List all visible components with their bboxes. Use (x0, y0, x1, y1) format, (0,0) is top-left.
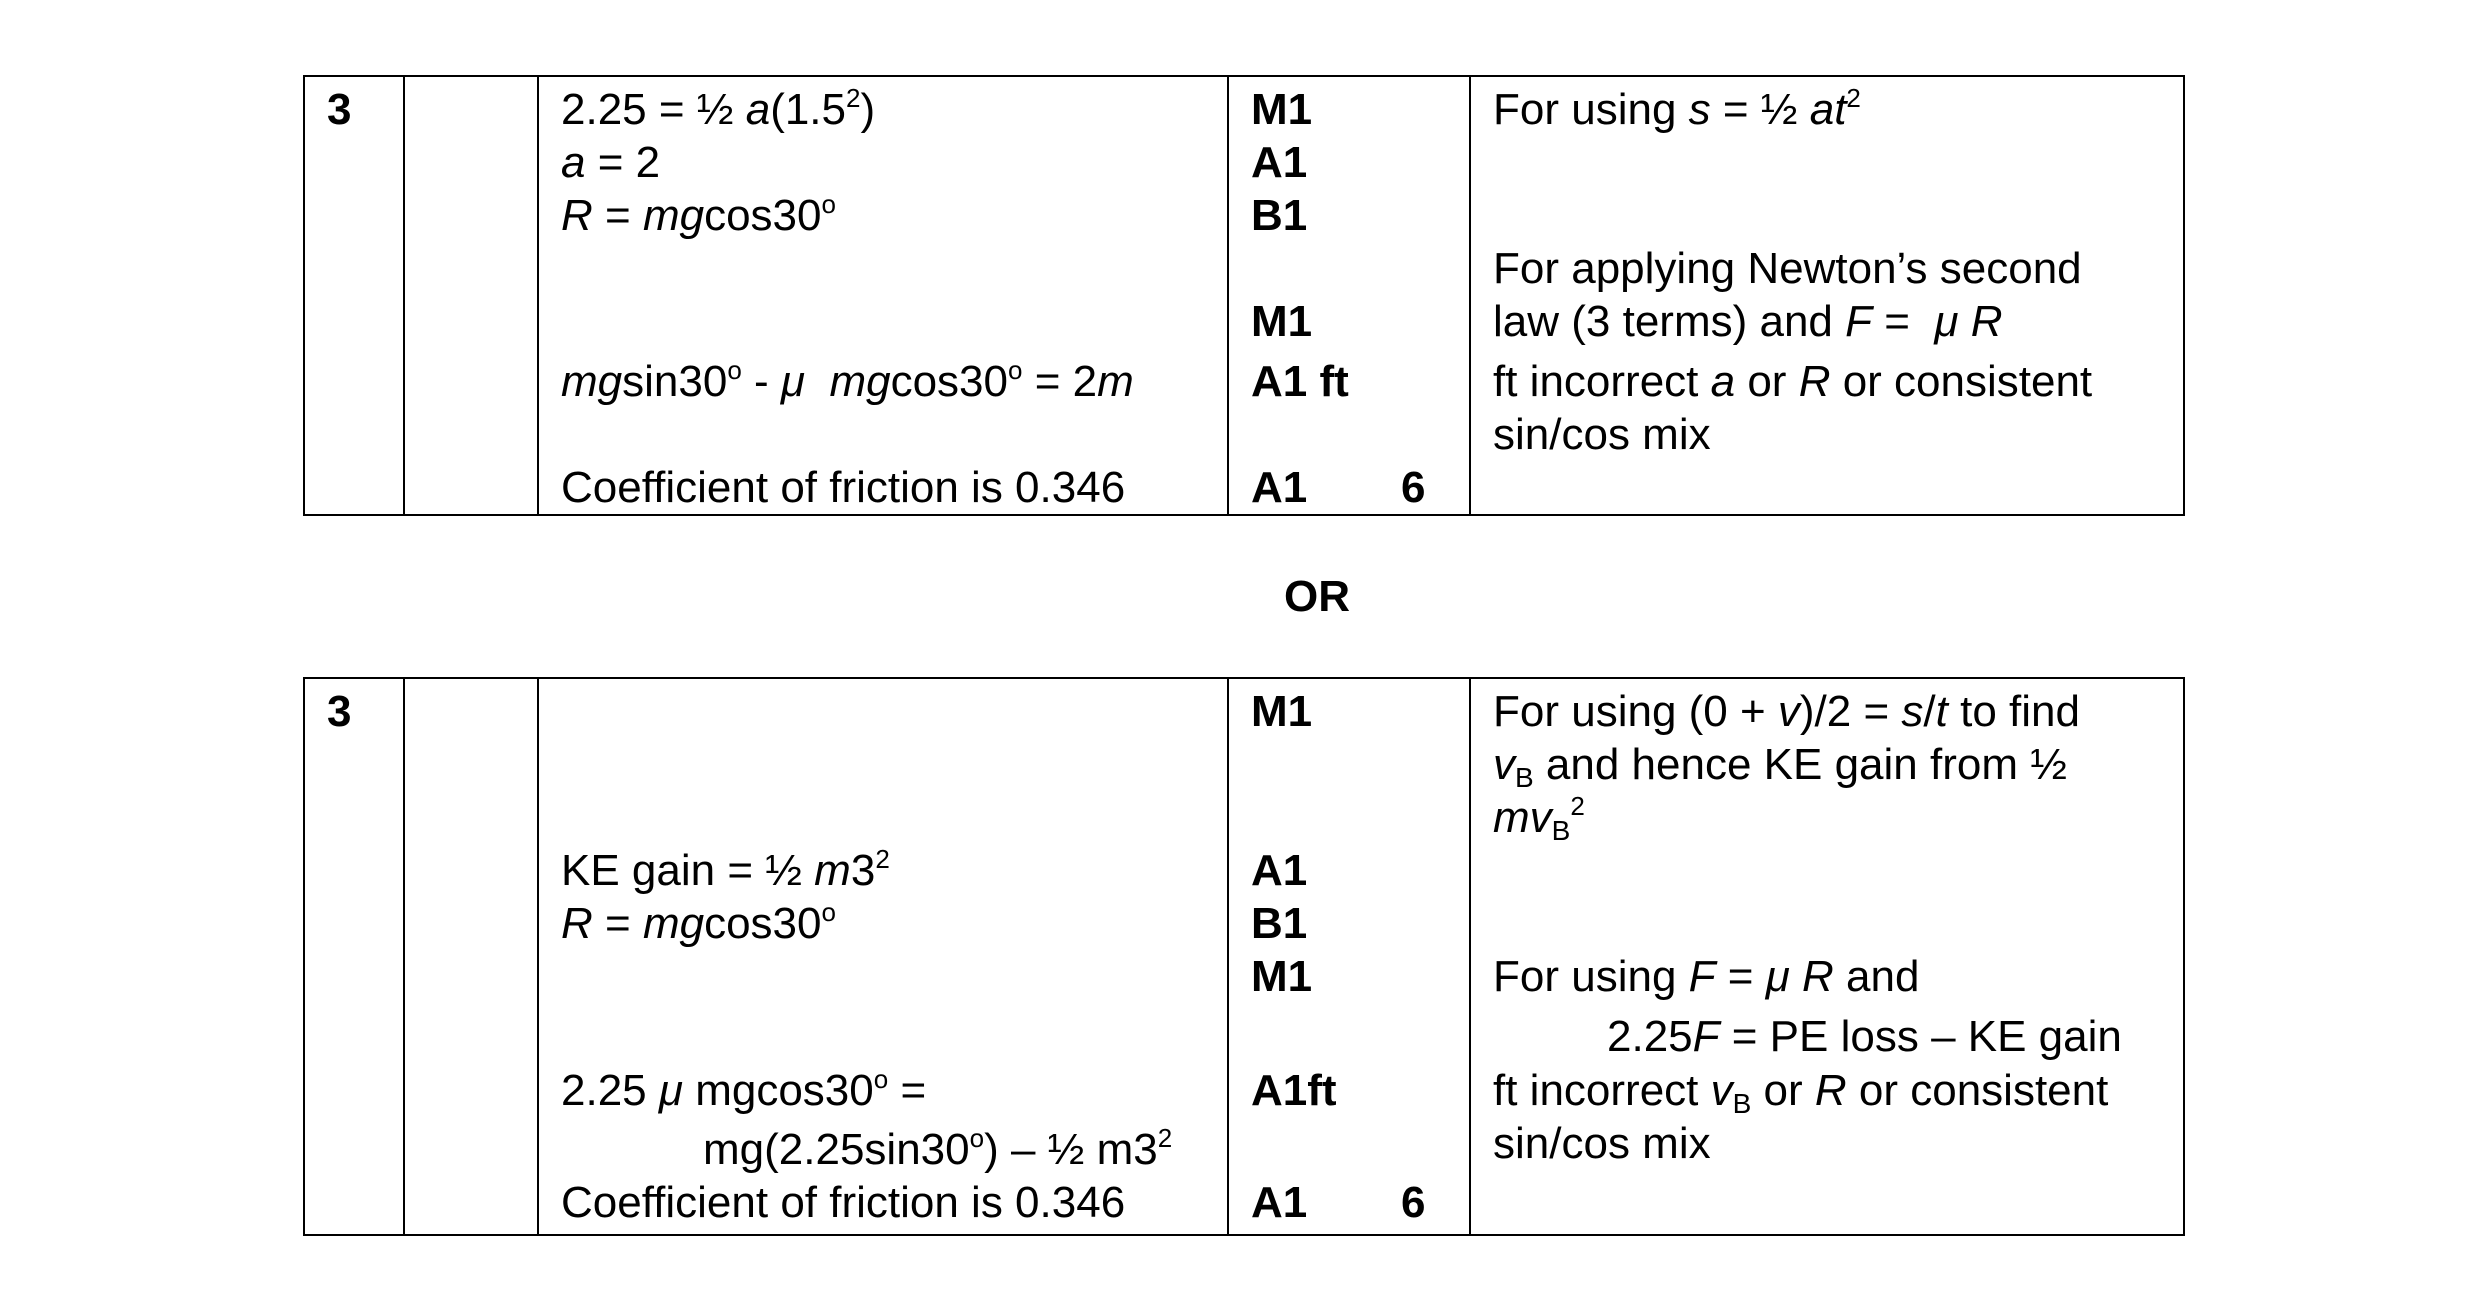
part-cell (404, 76, 538, 515)
marks-cell (1228, 76, 1470, 515)
mark-code: A1 ft (1251, 357, 1349, 406)
guidance-line-4: ft incorrect a or R or consistent (1493, 357, 2093, 406)
alternative-method-separator: OR (1284, 572, 1350, 621)
guidance-line-1: For using s = ½ $at^2$ (1493, 83, 1861, 134)
question-number: 3 (327, 85, 352, 134)
mark-code: A1 (1251, 463, 1308, 512)
working-line-3: $R = mgcos30^o$ (561, 189, 836, 240)
working-line-4: mg(2.25sin30$^o$) – ½ $m3^2$ (703, 1123, 1173, 1174)
total-marks: 6 (1401, 463, 1426, 512)
working-line-2: a = 2 (561, 138, 661, 187)
guidance-line-5: sin/cos mix (1493, 410, 1711, 459)
mark-code: B1 (1251, 899, 1308, 948)
guidance-cell (1470, 678, 2184, 1235)
mark-code: A1ft (1251, 1066, 1337, 1115)
mark-code: A1 (1251, 138, 1308, 187)
table-row (304, 76, 2184, 515)
guidance-line-6: ft incorrect $v_B$ or R or consistent (1493, 1066, 2109, 1119)
mark-scheme-table-alternative (303, 677, 2185, 1236)
working-line-4: mgsin30$^o$ - μ $mgcos30^o = 2m$ (561, 355, 1134, 406)
part-cell (404, 678, 538, 1235)
guidance-line-1: For using (0 + v)/2 = s/t to find (1493, 687, 2080, 736)
table-row (304, 678, 2184, 1235)
mark-code: M1 (1251, 85, 1313, 134)
working-line-1: 2.25 = ½ $a(1.5^2)$ (561, 83, 876, 134)
working-line-5: Coefficient of friction is 0.346 (561, 1178, 1126, 1227)
question-number-cell (304, 76, 404, 515)
guidance-line-3: law (3 terms) and F = μ R (1493, 297, 2003, 346)
total-marks: 6 (1401, 1178, 1426, 1227)
mark-code: B1 (1251, 191, 1308, 240)
mark-code: A1 (1251, 846, 1308, 895)
question-number: 3 (327, 687, 352, 736)
guidance-line-7: sin/cos mix (1493, 1119, 1711, 1168)
working-line-5: Coefficient of friction is 0.346 (561, 463, 1126, 512)
guidance-line-2: $v_B$ and hence KE gain from ½ (1493, 740, 2067, 793)
mark-scheme-table-main (303, 75, 2185, 516)
question-number-cell (304, 678, 404, 1235)
working-cell (538, 678, 1228, 1235)
working-line-2: $R = mgcos30^o$ (561, 897, 836, 948)
guidance-line-2: For applying Newton’s second (1493, 244, 2082, 293)
working-line-3: 2.25 μ $mgcos30^o$ = (561, 1064, 927, 1115)
mark-code: M1 (1251, 297, 1313, 346)
working-cell (538, 76, 1228, 515)
mark-code: M1 (1251, 952, 1313, 1001)
guidance-line-5: 2.25F = PE loss – KE gain (1607, 1012, 2122, 1061)
guidance-cell (1470, 76, 2184, 515)
mark-code: A1 (1251, 1178, 1308, 1227)
marks-cell (1228, 678, 1470, 1235)
working-line-1: KE gain = ½ $m3^2$ (561, 844, 890, 895)
guidance-line-4: For using F = μ R and (1493, 952, 1920, 1001)
guidance-line-3: $mv_B^2$ (1493, 791, 1585, 846)
mark-code: M1 (1251, 687, 1313, 736)
